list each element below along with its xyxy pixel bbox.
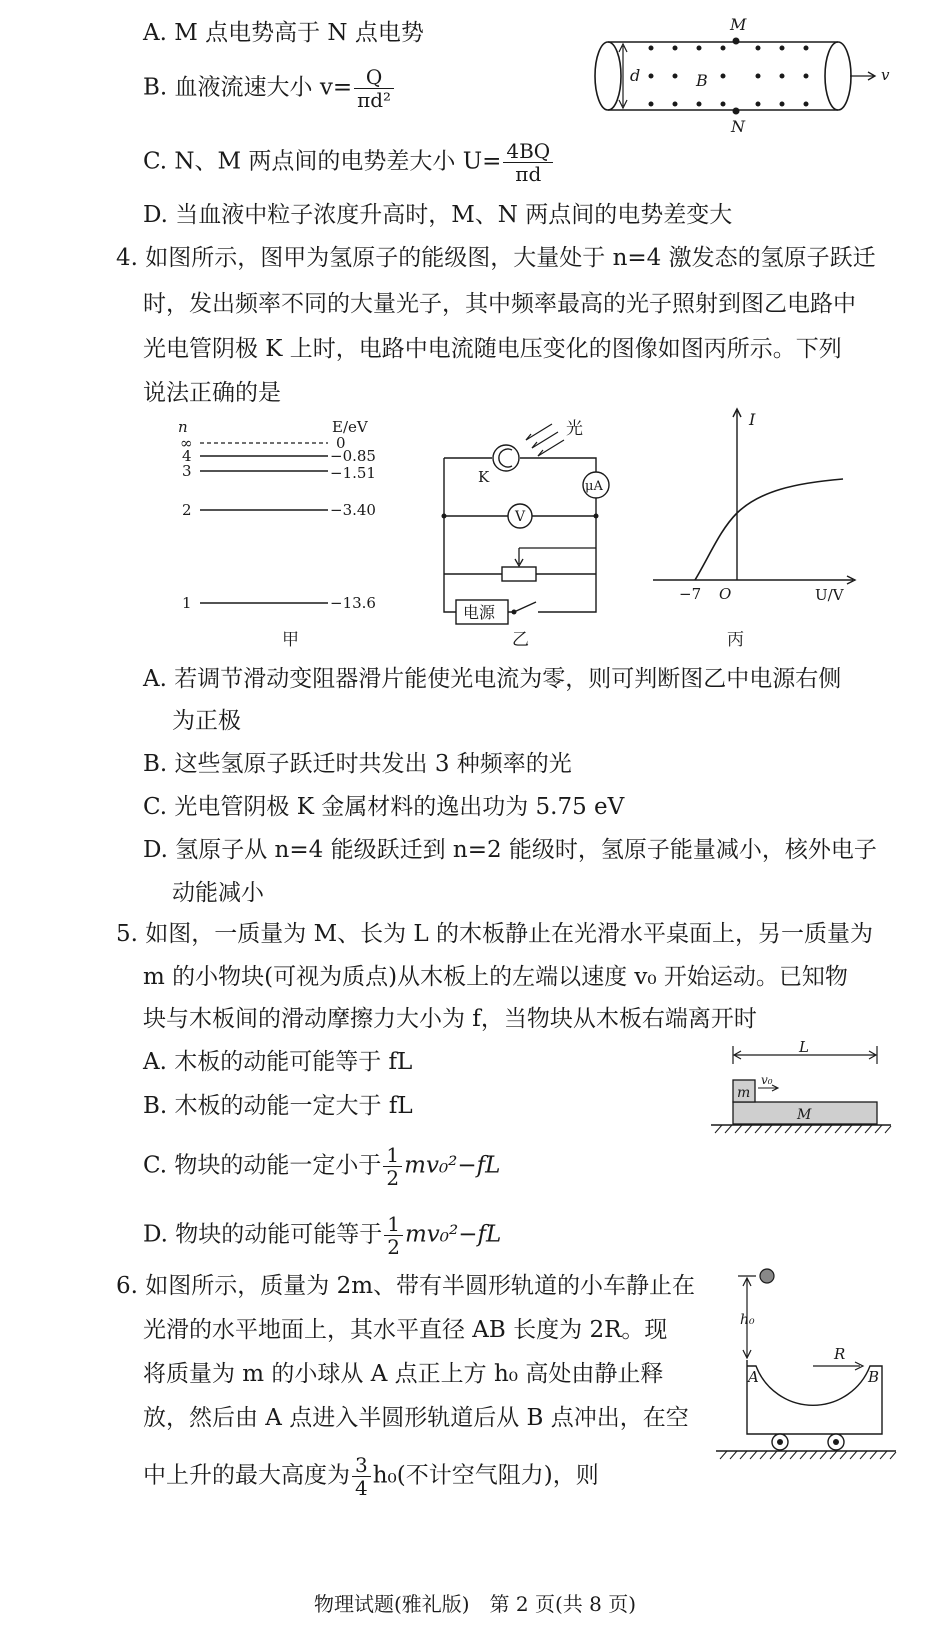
q5-option-b: B. 木板的动能一定大于 fL xyxy=(143,1093,413,1119)
q4-option-a-line1: A. 若调节滑动变阻器滑片能使光电流为零，则可判断图乙中电源右侧 xyxy=(143,666,842,692)
q4-stem-line3: 光电管阴极 K 上时，电路中电流随电压变化的图像如图丙所示。下列 xyxy=(143,336,842,362)
figure-caption-jia: 甲 xyxy=(282,630,299,650)
q5-stem-line3: 块与木板间的滑动摩擦力大小为 f，当物块从木板右端离开时 xyxy=(143,1006,757,1032)
level-n-inf: ∞ xyxy=(180,434,193,452)
q5-option-d-text: D. 物块的动能可能等于 xyxy=(143,1221,383,1248)
q5-stem-line1: 5. 如图，一质量为 M、长为 L 的木板静止在光滑水平桌面上，另一质量为 xyxy=(116,921,874,947)
level-e-3: −1.51 xyxy=(330,464,376,482)
q6-stem-line5 xyxy=(143,1454,599,1499)
q6-stem-line1: 6. 如图所示，质量为 2m、带有半圆形轨道的小车静止在 xyxy=(116,1273,696,1299)
point-n xyxy=(733,108,740,115)
label-v: v xyxy=(881,66,890,84)
level-e-2: −3.40 xyxy=(330,501,376,519)
q4-stem-line4: 说法正确的是 xyxy=(143,380,281,406)
page-footer: 物理试题(雅礼版) 第 2 页(共 8 页) xyxy=(313,1592,637,1616)
q6-stem-line5-text: 中上升的最大高度为 xyxy=(143,1462,350,1489)
q3-option-b-text: B. 血液流速大小 v= xyxy=(143,74,353,101)
level-n-1: 1 xyxy=(182,594,192,612)
fraction-numerator: 1 xyxy=(383,1144,402,1167)
fraction-denominator: 2 xyxy=(387,1235,400,1259)
q6-height-fraction xyxy=(352,1454,371,1499)
label-b: B xyxy=(868,1368,880,1386)
table-hatching xyxy=(715,1125,891,1133)
q6-stem-line2: 光滑的水平地面上，其水平直径 AB 长度为 2R。现 xyxy=(143,1317,668,1343)
label-microammeter: μA xyxy=(585,479,603,494)
fraction-denominator: 4 xyxy=(355,1476,368,1500)
left-wheel-hub xyxy=(777,1439,783,1445)
label-v0: v₀ xyxy=(761,1073,773,1087)
level-e-1: −13.6 xyxy=(330,594,376,612)
q5-option-c-text: C. 物块的动能一定小于 xyxy=(143,1152,382,1179)
fraction-denominator: πd xyxy=(515,162,542,186)
ground-hatching xyxy=(720,1451,896,1459)
vessel-right-end xyxy=(825,42,851,110)
label-board-m: M xyxy=(797,1107,812,1123)
point-m xyxy=(733,38,740,45)
q4-stem-line2: 时，发出频率不同的大量光子，其中频率最高的光子照射到图乙电路中 xyxy=(143,291,856,317)
q3-option-c xyxy=(143,140,555,185)
photocurrent-curve xyxy=(695,479,843,580)
magnetic-field-dots xyxy=(649,46,809,107)
label-k: K xyxy=(478,468,490,486)
label-a: A xyxy=(748,1368,759,1386)
level-n-3: 3 xyxy=(182,462,192,480)
fraction-numerator: 4BQ xyxy=(503,140,553,163)
q5-option-c-fraction xyxy=(383,1144,402,1189)
rheostat xyxy=(502,567,536,581)
q5-option-d-fraction xyxy=(384,1213,403,1258)
photoelectric-circuit xyxy=(430,410,630,654)
q4-stem-line1: 4. 如图所示，图甲为氢原子的能级图，大量处于 n=4 激发态的氢原子跃迁 xyxy=(116,245,876,271)
level-e-inf: 0 xyxy=(336,434,346,452)
label-b: B xyxy=(696,71,708,90)
q4-option-c: C. 光电管阴极 K 金属材料的逸出功为 5.75 eV xyxy=(143,794,625,820)
label-origin: O xyxy=(719,585,732,603)
energy-level-diagram xyxy=(170,412,400,652)
right-wheel-hub xyxy=(833,1439,839,1445)
q4-option-d-line1: D. 氢原子从 n=4 能级跃迁到 n=2 能级时，氢原子能量减小，核外电子 xyxy=(143,837,877,863)
figure-caption-bing: 丙 xyxy=(727,630,744,650)
ball xyxy=(760,1269,774,1283)
light-ray-heads xyxy=(526,434,543,456)
energy-e-label: E/eV xyxy=(332,418,368,436)
iu-graph xyxy=(645,405,870,655)
label-l: L xyxy=(799,1040,809,1056)
light-rays xyxy=(526,424,564,456)
label-d: d xyxy=(630,66,641,85)
q3-option-a: A. M 点电势高于 N 点电势 xyxy=(143,20,424,46)
fraction-numerator: 3 xyxy=(352,1454,371,1477)
switch xyxy=(514,602,536,612)
fraction-denominator: 2 xyxy=(386,1166,400,1190)
q3-option-d: D. 当血液中粒子浓度升高时，M、N 两点间的电势差变大 xyxy=(143,202,733,228)
cart-body xyxy=(747,1360,882,1434)
rheostat-slider xyxy=(515,548,523,566)
fraction-numerator: 1 xyxy=(384,1213,403,1236)
circuit-outer-wires xyxy=(444,458,596,612)
q3-option-c-text: C. N、M 两点间的电势差大小 U= xyxy=(143,148,502,175)
label-u: U/V xyxy=(815,586,844,604)
q6-stem-line3: 将质量为 m 的小球从 A 点正上方 h₀ 高处由静止释 xyxy=(143,1361,664,1387)
level-e-4: −0.85 xyxy=(330,447,376,465)
label-m: M xyxy=(730,15,747,34)
junction xyxy=(442,514,447,519)
label-i: I xyxy=(749,410,756,429)
q3-option-c-fraction xyxy=(503,140,553,185)
vessel-left-end xyxy=(595,42,621,110)
label-power-source: 电源 xyxy=(463,603,496,622)
label-n: N xyxy=(731,117,745,136)
label-voltmeter: V xyxy=(515,509,526,525)
label-block-m: m xyxy=(737,1085,751,1101)
label-h0: h₀ xyxy=(740,1312,755,1328)
q6-stem-line4: 放，然后由 A 点进入半圆形轨道后从 B 点冲出，在空 xyxy=(143,1405,689,1431)
label-light: 光 xyxy=(566,419,583,439)
level-n-4: 4 xyxy=(182,447,192,465)
q4-option-d-line2: 动能减小 xyxy=(172,880,264,906)
energy-n-label: n xyxy=(178,418,188,436)
fraction-numerator: Q xyxy=(354,66,394,89)
q5-option-d xyxy=(143,1213,501,1258)
q5-stem-line2: m 的小物块(可视为质点)从木板上的左端以速度 v₀ 开始运动。已知物 xyxy=(143,964,848,990)
q3-option-b-fraction xyxy=(354,66,394,111)
q5-option-c xyxy=(143,1144,500,1189)
q3-vessel-figure xyxy=(588,14,908,144)
q5-board-figure xyxy=(705,1040,895,1140)
q6-stem-line5-tail: h₀(不计空气阻力)，则 xyxy=(372,1462,599,1489)
q5-option-c-expr: mv₀²−fL xyxy=(404,1152,501,1179)
q3-option-b xyxy=(143,66,396,111)
q6-cart-figure xyxy=(710,1262,910,1472)
figure-caption-yi: 乙 xyxy=(512,630,529,650)
level-n-2: 2 xyxy=(182,501,192,519)
q4-option-b: B. 这些氢原子跃迁时共发出 3 种频率的光 xyxy=(143,751,572,777)
q5-option-d-expr: mv₀²−fL xyxy=(404,1221,502,1248)
junction xyxy=(594,514,599,519)
label-stopping-voltage: −7 xyxy=(679,585,702,603)
q4-option-a-line2: 为正极 xyxy=(172,708,241,734)
label-r: R xyxy=(834,1345,846,1363)
fraction-denominator: πd² xyxy=(357,88,392,112)
q5-option-a: A. 木板的动能可能等于 fL xyxy=(143,1049,413,1075)
